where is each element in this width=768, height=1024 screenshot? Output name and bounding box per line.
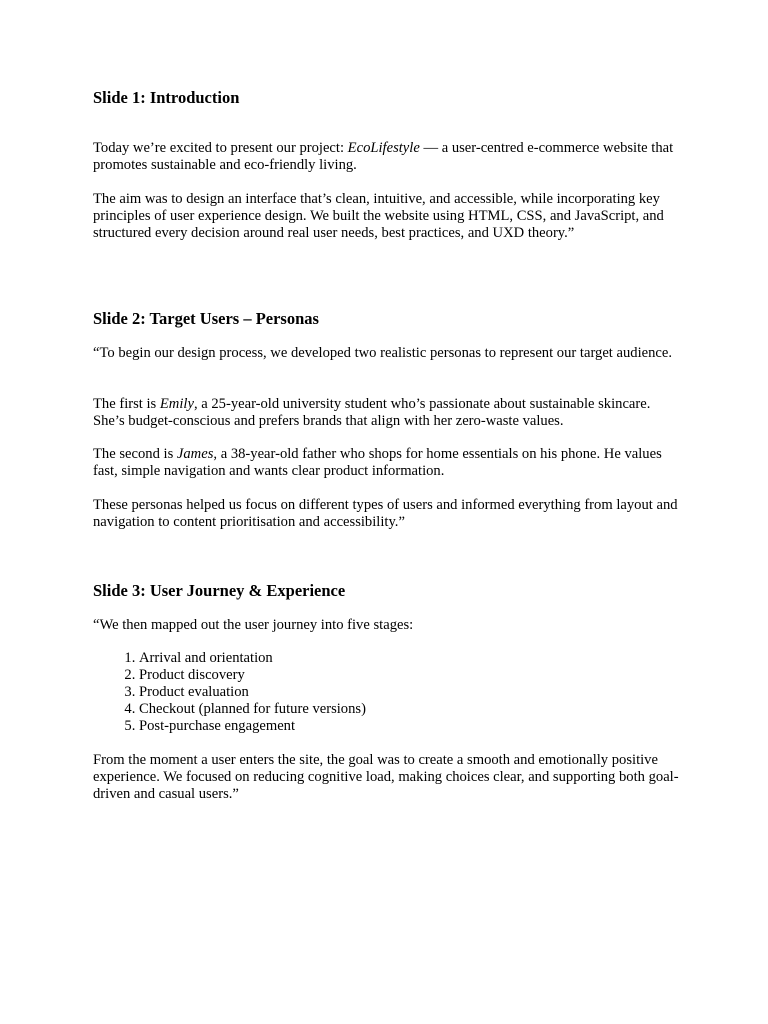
slide2-paragraph-1: “To begin our design process, we developed two realistic personas to represent our target audience. bbox=[93, 345, 673, 361]
slide2-p2-text-before: The first is bbox=[93, 396, 160, 412]
slide2-p3-text-after: , a 38-year-old father who shops for home essentials on his phone. He values fast, simple navigation and wants clear product information. bbox=[93, 446, 662, 479]
slide2-paragraph-2 bbox=[93, 396, 683, 430]
slide3-paragraph-2: From the moment a user enters the site, the goal was to create a smooth and emotionally positive experience. We focused on reducing cognitive load, making choices clear, and supporting both goal-driven and casual users.” bbox=[93, 752, 679, 802]
slide2-heading: Slide 2: Target Users – Personas bbox=[93, 309, 319, 328]
slide1-p1-text-after: — a user-centred e-commerce website that promotes sustainable and eco-friendly living. bbox=[93, 140, 674, 173]
slide3-heading: Slide 3: User Journey & Experience bbox=[93, 581, 346, 600]
slide1-paragraph-2: The aim was to design an interface that’s clean, intuitive, and accessible, while incorporating key principles of user experience design. We built the website using HTML, CSS, and JavaScript, and structured every decision around real user needs, best practices, and UXD theory.” bbox=[93, 191, 664, 241]
slide2-p2-text-after: , a 25-year-old university student who’s passionate about sustainable skincare. She’s budget-conscious and prefers brands that align with her zero-waste values. bbox=[93, 396, 651, 429]
slide1-paragraph-1 bbox=[93, 140, 683, 174]
project-name: EcoLifestyle bbox=[347, 140, 420, 156]
list-item: 5. Post-purchase engagement bbox=[139, 718, 366, 735]
persona-name-emily: Emily bbox=[159, 396, 194, 412]
list-item: 3. Product evaluation bbox=[139, 684, 366, 701]
list-item: 4. Checkout (planned for future versions) bbox=[139, 701, 366, 718]
slide1-heading: Slide 1: Introduction bbox=[93, 88, 240, 107]
persona-name-james: James bbox=[176, 446, 214, 462]
slide2-paragraph-3 bbox=[93, 446, 683, 480]
slide2-paragraph-4: These personas helped us focus on different types of users and informed everything from layout and navigation to content prioritisation and accessibility.” bbox=[93, 497, 678, 530]
user-journey-stages-list bbox=[93, 650, 366, 735]
slide2-p3-text-before: The second is bbox=[93, 446, 177, 462]
list-item: 1. Arrival and orientation bbox=[139, 650, 366, 667]
slide3-paragraph-1: “We then mapped out the user journey into five stages: bbox=[93, 617, 414, 633]
list-item: 2. Product discovery bbox=[139, 667, 366, 684]
slide1-p1-text-before: Today we’re excited to present our project: bbox=[93, 140, 348, 156]
